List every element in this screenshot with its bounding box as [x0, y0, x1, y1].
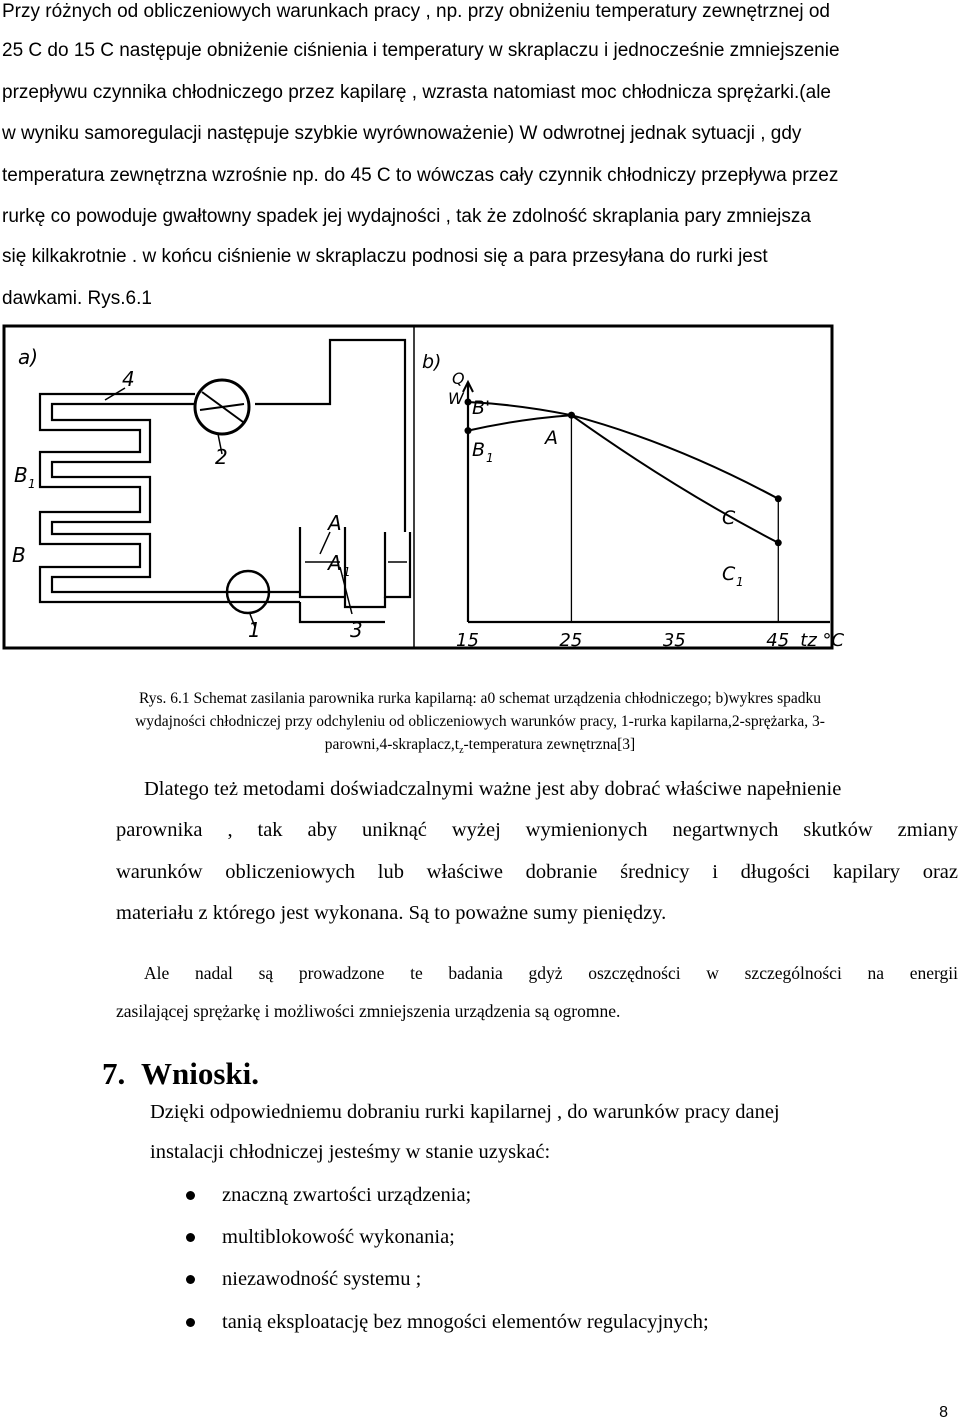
paragraph-line: parownika , tak aby uniknąć wyżej wymienionych negartwnych skutków zmiany: [116, 819, 958, 841]
label-1: 1: [248, 618, 261, 642]
data-point: [775, 495, 782, 502]
paragraph-line: Ale nadal są prowadzone te badania gdyż oszczędności w szczególności na energii: [144, 963, 958, 983]
intro-line: w wyniku samoregulacji następuje szybkie wyrównoważenie) W odwrotnej jednak sytuacji , gdy: [2, 123, 802, 144]
caption-line: wydajności chłodniczej przy odchyleniu od obliczeniowych warunków pracy, 1-rurka kapilarna,2-sprężarka, 3-: [135, 713, 825, 730]
bullet-item: niezawodność systemu ;: [222, 1268, 422, 1290]
paragraph-line: warunków obliczeniowych lub właściwe dobranie średnicy i długości kapilary oraz: [116, 861, 958, 883]
intro-line: się kilkakrotnie . w końcu ciśnienie w skraplaczu podnosi się a para przesyłana do rurki jest: [2, 246, 768, 267]
x-tick-label: 15: [456, 630, 479, 651]
data-point: [775, 539, 782, 546]
label-b-prime: B': [472, 397, 491, 419]
label-w: W: [448, 389, 464, 408]
label-q: Q: [452, 369, 465, 388]
caption-line: Rys. 6.1 Schemat zasilania parownika rurka kapilarną: a0 schemat urządzenia chłodniczego; b)wykres spadku: [139, 690, 821, 707]
bullet-icon: [186, 1318, 195, 1327]
heading-title: Wnioski.: [141, 1056, 260, 1091]
x-tick-label: 45: [766, 630, 790, 651]
caption-text: parowni,4-skraplacz,t: [324, 736, 460, 753]
data-point: [465, 427, 472, 434]
bullet-item: multiblokowość wykonania;: [222, 1226, 455, 1248]
conclusion-line: Dzięki odpowiedniemu dobraniu rurki kapilarnej , do warunków pracy danej: [150, 1101, 780, 1123]
intro-line: Przy różnych od obliczeniowych warunkach pracy , np. przy obniżeniu temperatury zewnętrznej od: [2, 1, 830, 22]
caption-line-3: [0, 734, 960, 761]
label-4: 4: [122, 367, 135, 391]
label-b1-sub: 1: [28, 477, 36, 491]
data-point: [568, 412, 575, 419]
label-a1: A: [328, 551, 342, 575]
paragraph-line: materiału z którego jest wykonana. Są to poważne sumy pieniędzy.: [116, 902, 667, 924]
label-2: 2: [215, 445, 228, 469]
label-b1-chart-sub: 1: [486, 451, 494, 465]
label-a1-sub: 1: [343, 565, 351, 579]
label-a-chart: A: [545, 427, 558, 449]
label-a: A: [328, 511, 342, 535]
panel-a-label: a): [18, 345, 39, 369]
section-heading: [102, 1056, 259, 1092]
heading-number: 7.: [102, 1056, 126, 1091]
label-c1: C: [722, 563, 736, 585]
bullet-icon: [186, 1191, 195, 1200]
bullet-item: tanią eksploatację bez mnogości elementów regulacyjnych;: [222, 1311, 709, 1333]
intro-line: 25 C do 15 C następuje obniżenie ciśnienia i temperatury w skraplaczu i jednocześnie zmniejszenie: [2, 40, 840, 61]
x-tick-label: 35: [662, 630, 686, 651]
label-b: B: [12, 543, 26, 567]
label-b1: B: [14, 463, 28, 487]
caption-text: -temperatura zewnętrzna[3]: [463, 736, 636, 753]
bullet-icon: [186, 1233, 195, 1242]
label-b1-chart: B: [472, 439, 486, 461]
intro-line: dawkami. Rys.6.1: [2, 288, 152, 309]
paragraph-line: zasilającej sprężarkę i możliwości zmniejszenia urządzenia są ogromne.: [116, 1001, 621, 1021]
caption-subscript: z: [459, 745, 464, 757]
paragraph-line: Dlatego też metodami doświadczalnymi ważne jest aby dobrać właściwe napełnienie: [144, 778, 842, 800]
label-c1-sub: 1: [736, 575, 744, 589]
bullet-item: znaczną zwartości urządzenia;: [222, 1184, 472, 1206]
x-axis-label: tz °C: [800, 630, 845, 651]
label-3: 3: [350, 618, 363, 642]
intro-line: temperatura zewnętrzna wzrośnie np. do 45 C to wówczas cały czynnik chłodniczy przepływa przez: [2, 165, 839, 186]
data-point: [465, 399, 472, 406]
figure-6-1: [0, 322, 845, 652]
panel-b-label: b): [422, 351, 442, 373]
conclusion-line: instalacji chłodniczej jesteśmy w stanie uzyskać:: [150, 1141, 551, 1163]
label-c: C: [722, 507, 736, 529]
bullet-icon: [186, 1275, 195, 1284]
intro-line: rurkę co powoduje gwałtowny spadek jej wydajności , tak że zdolność skraplania pary zmniejsza: [2, 206, 811, 227]
page-number: 8: [939, 1404, 948, 1421]
x-tick-label: 25: [559, 630, 583, 651]
intro-line: przepływu czynnika chłodniczego przez kapilarę , wzrasta natomiast moc chłodnicza sprężarki.(ale: [2, 82, 831, 103]
